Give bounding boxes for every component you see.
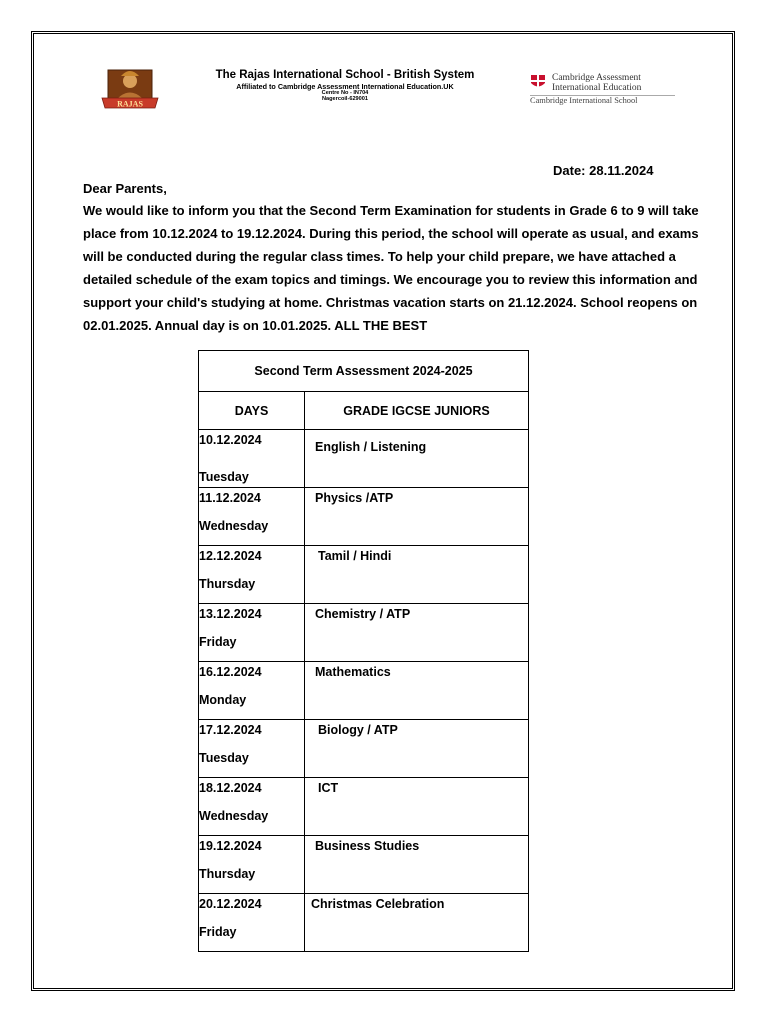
exam-date: 19.12.2024	[199, 839, 262, 853]
subject-cell	[305, 604, 529, 662]
school-logo	[98, 62, 162, 118]
exam-subject: ICT	[318, 781, 339, 795]
exam-subject: Business Studies	[315, 839, 420, 853]
exam-weekday: Wednesday	[199, 519, 269, 533]
table-row	[199, 430, 529, 488]
exam-weekday: Tuesday	[199, 470, 249, 484]
exam-subject: Christmas Celebration	[311, 897, 445, 911]
table-header-row	[199, 392, 529, 430]
exam-date: 17.12.2024	[199, 723, 262, 737]
centre-number: Centre No - IN704	[321, 89, 369, 96]
exam-weekday: Wednesday	[199, 809, 269, 823]
exam-date: 20.12.2024	[199, 897, 262, 911]
table-row	[199, 604, 529, 662]
exam-schedule-table	[198, 350, 529, 952]
day-cell	[199, 430, 305, 488]
table-row	[199, 662, 529, 720]
cambridge-line-3: Cambridge International School	[530, 96, 638, 105]
cambridge-line-2: International Education	[552, 83, 642, 93]
exam-date: 12.12.2024	[199, 549, 262, 563]
day-cell	[199, 894, 305, 952]
logo-text: RAJAS	[117, 99, 143, 109]
table-row	[199, 836, 529, 894]
subject-cell	[305, 546, 529, 604]
table-row	[199, 546, 529, 604]
exam-date: 18.12.2024	[199, 781, 262, 795]
subject-cell	[305, 430, 529, 488]
subject-cell	[305, 894, 529, 952]
day-cell	[199, 604, 305, 662]
cambridge-shield-icon	[530, 74, 546, 90]
exam-subject: Chemistry / ATP	[315, 607, 411, 621]
school-address: Nagercoil-629001	[321, 96, 369, 103]
day-cell	[199, 546, 305, 604]
subject-cell	[305, 778, 529, 836]
subject-cell	[305, 836, 529, 894]
table-row	[199, 488, 529, 546]
table-title-row	[199, 351, 529, 392]
exam-subject: Tamil / Hindi	[318, 549, 392, 563]
exam-date: 11.12.2024	[199, 491, 261, 505]
exam-date: 16.12.2024	[199, 665, 262, 679]
subject-cell	[305, 488, 529, 546]
exam-weekday: Friday	[199, 925, 237, 939]
exam-date: 10.12.2024	[199, 433, 262, 447]
letter-date: Date: 28.11.2024	[553, 163, 654, 178]
exam-date: 13.12.2024	[199, 607, 262, 621]
exam-subject: English / Listening	[315, 440, 427, 454]
cambridge-line-1: Cambridge Assessment	[552, 73, 641, 83]
school-name: The Rajas International School - British System	[215, 69, 475, 81]
day-cell	[199, 720, 305, 778]
exam-weekday: Thursday	[199, 577, 256, 591]
table-row	[199, 720, 529, 778]
affiliation-text: Affiliated to Cambridge Assessment International Education.UK	[236, 81, 454, 91]
school-header	[170, 70, 520, 103]
table-row	[199, 778, 529, 836]
day-cell	[199, 662, 305, 720]
table-row	[199, 894, 529, 952]
column-header-days: DAYS	[199, 392, 305, 430]
exam-weekday: Thursday	[199, 867, 256, 881]
school-crest-icon	[98, 62, 162, 118]
exam-weekday: Friday	[199, 635, 237, 649]
table-title: Second Term Assessment 2024-2025	[199, 351, 529, 392]
subject-cell	[305, 720, 529, 778]
exam-subject: Physics /ATP	[315, 491, 394, 505]
day-cell	[199, 488, 305, 546]
exam-subject: Mathematics	[315, 665, 391, 679]
exam-subject: Biology / ATP	[318, 723, 398, 737]
column-header-grade: GRADE IGCSE JUNIORS	[305, 392, 529, 430]
letter-body: We would like to inform you that the Second Term Examination for students in Grade 6 to 9 will take place from 10.12.2024 to 19.12.2024. During this period, the school will operate as usual, and exams will be conducted during the regular class times. To help your child prepare, we have attached a detailed schedule of the exam topics and timings. We encourage you to review this information and support your child's studying at home. Christmas vacation starts on 21.12.2024. School reopens on 02.01.2025. Annual day is on 10.01.2025. ALL THE BEST	[83, 203, 699, 333]
day-cell	[199, 836, 305, 894]
exam-weekday: Tuesday	[199, 751, 249, 765]
salutation: Dear Parents,	[83, 181, 167, 196]
exam-weekday: Monday	[199, 693, 247, 707]
day-cell	[199, 778, 305, 836]
subject-cell	[305, 662, 529, 720]
